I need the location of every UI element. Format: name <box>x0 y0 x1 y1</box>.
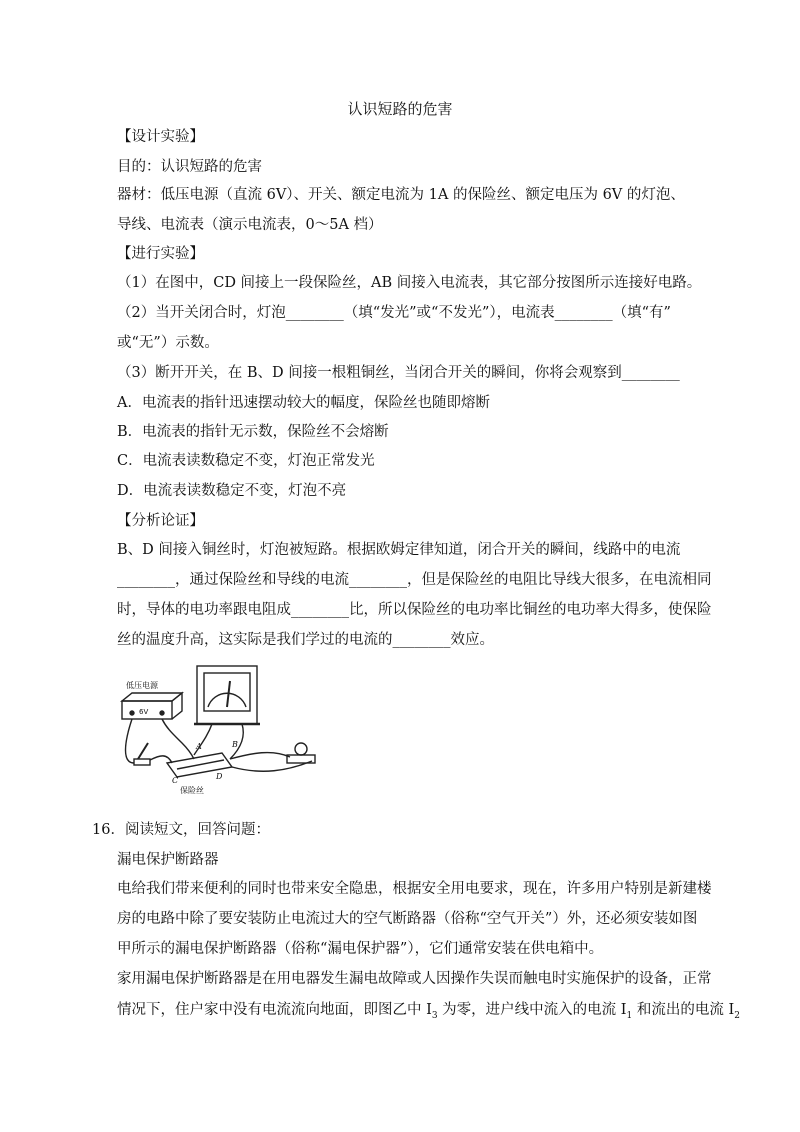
q16-title: 漏电保护断路器 <box>117 852 219 868</box>
q16-p1-line-1: 电给我们带来便利的同时也带来安全隐患，根据安全用电要求，现在，许多用户特别是新建楼 <box>117 881 712 897</box>
analysis-line-4: 丝的温度升高，这实际是我们学过的电流的________效应。 <box>117 632 494 648</box>
page-title: 认识短路的危害 <box>347 100 453 118</box>
power-supply-label: 低压电源 <box>126 681 158 690</box>
option-b: B．电流表的指针无示数，保险丝不会熔断 <box>117 424 389 440</box>
current-i3-subscript: 3 <box>431 1010 438 1021</box>
step-3: （3）断开开关，在 B、D 间接一根粗铜丝，当闭合开关的瞬间，你将会观察到________ <box>117 365 680 381</box>
purpose-text: 目的：认识短路的危害 <box>117 159 262 175</box>
option-a: A．电流表的指针迅速摆动较大的幅度，保险丝也随即熔断 <box>117 395 490 411</box>
circuit-figure <box>112 663 322 799</box>
equipment-text-2: 导线、电流表（演示电流表，0～5A 档） <box>117 217 383 233</box>
point-a-label: A <box>196 742 202 751</box>
current-i2-subscript: 2 <box>734 1010 740 1021</box>
point-c-label: C <box>172 776 179 785</box>
fuse-label: 保险丝 <box>180 786 204 795</box>
analysis-line-1: B、D 间接入铜丝时，灯泡被短路。根据欧姆定律知道，闭合开关的瞬间，线路中的电流 <box>117 542 681 558</box>
option-c: C．电流表读数稳定不变，灯泡正常发光 <box>117 453 375 469</box>
design-heading: 【设计实验】 <box>117 129 204 145</box>
step-2-line-2: 或“无”）示数。 <box>117 335 219 351</box>
q16-p2-line-1: 家用漏电保护断路器是在用电器发生漏电故障或人因操作失误而触电时实施保护的设备，正常 <box>117 971 712 987</box>
analysis-line-2: ________，通过保险丝和导线的电流________，但是保险丝的电阻比导线大很多，在电流相同 <box>117 572 712 588</box>
point-b-label: B <box>232 740 238 749</box>
question-16: 16．阅读短文，回答问题： <box>92 822 270 838</box>
q16-p2-line-2-part-b: 为零，进户线中流入的电流 I <box>437 1002 627 1018</box>
q16-p1-line-2: 房的电路中除了要安装防止电流过大的空气断路器（俗称“空气开关”）外，还必须安装如图 <box>117 911 698 927</box>
q16-p2-line-2 <box>117 1000 740 1020</box>
q16-p1-line-3: 甲所示的漏电保护断路器（俗称“漏电保护器”），它们通常安装在供电箱中。 <box>117 941 604 957</box>
step-2-line-1: （2）当开关闭合时，灯泡________（填“发光”或“不发光”），电流表________（填“有” <box>117 305 671 321</box>
analysis-heading: 【分析论证】 <box>117 513 204 529</box>
q16-p2-line-2-part-a: 情况下，住户家中没有电流流向地面，即图乙中 I <box>117 1002 432 1018</box>
point-d-label: D <box>216 772 223 781</box>
equipment-text-1: 器材：低压电源（直流 6V）、开关、额定电流为 1A 的保险丝、额定电压为 6V 的灯泡、 <box>117 187 685 203</box>
voltage-label: 6V <box>139 708 149 716</box>
step-1: （1）在图中，CD 间接上一段保险丝，AB 间接入电流表，其它部分按图所示连接好电路。 <box>117 275 702 291</box>
conduct-heading: 【进行实验】 <box>117 246 204 262</box>
analysis-line-3: 时，导体的电功率跟电阻成________比，所以保险丝的电功率比铜丝的电功率大得多，使保险 <box>117 602 712 618</box>
q16-p2-line-2-part-c: 和流出的电流 I <box>632 1002 735 1018</box>
option-d: D．电流表读数稳定不变，灯泡不亮 <box>117 483 347 499</box>
current-i1-subscript: 1 <box>626 1010 633 1021</box>
